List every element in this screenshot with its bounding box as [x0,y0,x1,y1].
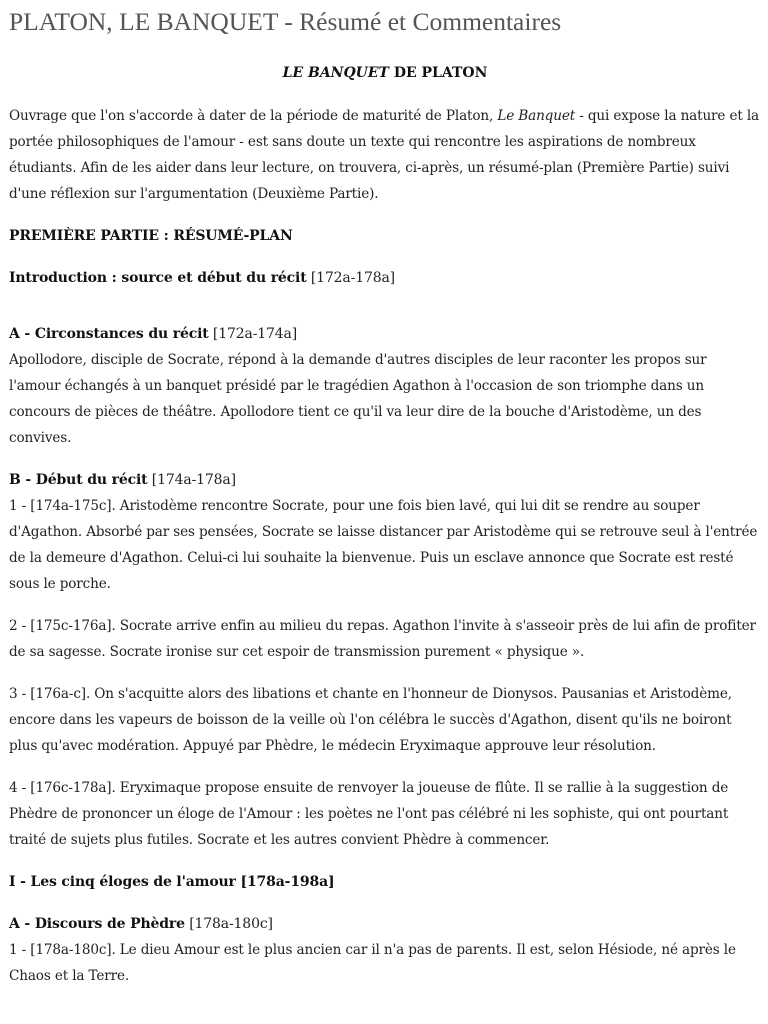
section-b-item-2: 2 - [175c-176a]. Socrate arrive enfin au milieu du repas. Agathon l'invite à s'asseoir près de lui afin de profiter de sa sagesse. Socrate ironise sur cet espoir de transmission purement « physique ». [9,618,756,660]
document-heading [9,63,761,83]
page-title: PLATON, LE BANQUET - Résumé et Commentaires [9,7,562,36]
document-page [9,0,761,989]
section-b-title: B - Début du récit [9,472,148,488]
intro-part1: Ouvrage que l'on s'accorde à dater de la période de maturité de Platon, [9,108,498,124]
part-i-heading: I - Les cinq éloges de l'amour [178a-198a] [9,874,335,890]
part1-heading: PREMIÈRE PARTIE : RÉSUMÉ-PLAN [9,228,293,244]
introduction-title: Introduction : source et début du récit [9,270,307,286]
intro-part2: - qui expose la nature et la portée philosophiques de l'amour - est sans doute un texte qui rencontre les aspirations de nombreux étudiants. Afin de les aider dans leur lecture, on trouvera, ci-après, un résumé-plan (Première Partie) suivi d'une réflexion sur l'argumentation (Deuxième Partie). [9,108,759,202]
section-a-heading [9,321,761,347]
document-heading-italic: LE BANQUET [282,65,389,81]
section-b-item-4: 4 - [176c-178a]. Eryximaque propose ensuite de renvoyer la joueuse de flûte. Il se rallie à la suggestion de Phèdre de prononcer un éloge de l'Amour : les poètes ne l'ont pas célébré ni les sophiste, qui ont pourtant traité de sujets plus futiles. Socrate et les autres convient Phèdre à commencer. [9,780,729,848]
section-b-item-3: 3 - [176a-c]. On s'acquitte alors des libations et chante en l'honneur de Dionysos. Pausanias et Aristodème, encore dans les vapeurs de boisson de la veille où l'on célébra le succès d'Agathon, disent qu'ils ne boiront plus qu'avec modération. Appuyé par Phèdre, le médecin Eryximaque approuve leur résolution. [9,686,732,754]
section-phedre-text: 1 - [178a-180c]. Le dieu Amour est le plus ancien car il n'a pas de parents. Il est, selon Hésiode, né après le Chaos et la Terre. [9,942,736,984]
section-phedre-heading [9,911,761,937]
intro-paragraph [9,103,761,207]
section-phedre-ref: [178a-180c] [184,916,273,932]
document-heading-rest: DE PLATON [388,65,488,81]
section-a-title: A - Circonstances du récit [9,326,209,342]
introduction-ref: [172a-178a] [306,270,395,286]
section-a-text: Apollodore, disciple de Socrate, répond à la demande d'autres disciples de leur raconter les propos sur l'amour échangés à un banquet présidé par le tragédien Agathon à l'occasion de son triomphe dans un concours de pièces de théâtre. Apollodore tient ce qu'il va leur dire de la bouche d'Aristodème, un des convives. [9,352,707,446]
section-b-heading [9,467,761,493]
section-b-item-1: 1 - [174a-175c]. Aristodème rencontre Socrate, pour une fois bien lavé, qui lui dit se rendre au souper d'Agathon. Absorbé par ses pensées, Socrate se laisse distancer par Aristodème qui se retrouve seul à l'entrée de la demeure d'Agathon. Celui-ci lui souhaite la bienvenue. Puis un esclave annonce que Socrate est resté sous le porche. [9,498,758,592]
introduction-heading [9,265,761,291]
section-phedre-title: A - Discours de Phèdre [9,916,185,932]
intro-italic-title: Le Banquet [497,108,576,124]
section-b-ref: [174a-178a] [147,472,236,488]
section-a-ref: [172a-174a] [208,326,298,342]
